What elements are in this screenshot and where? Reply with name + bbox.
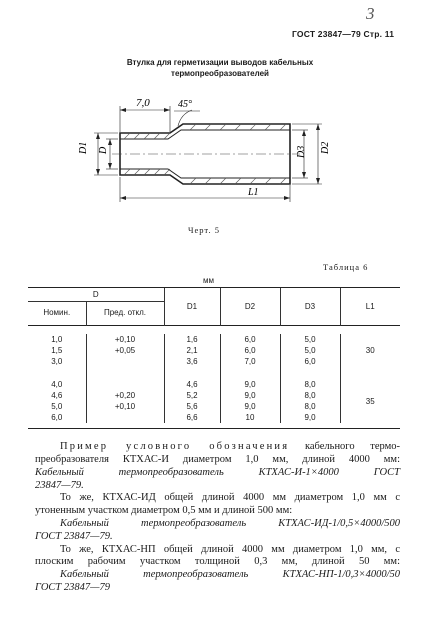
header-d2: D2 [220,288,280,326]
text-line: утоненным участком диаметром 0,5 мм и длиной 500 мм: [35,505,293,517]
designation-line: Кабельный термопреобразователь КТХАС-ИД-1/0,5×4000/500 [60,517,400,529]
cell-d2: 9,0 9,0 9,0 10 [220,379,280,423]
dim-angle-label: 45° [178,99,192,110]
cell-dev: +0,20 +0,10 [86,379,164,423]
figure-title-line: термопреобразователей [171,69,269,78]
dim-d-label: D [98,146,109,154]
figure-caption: Черт. 5 [188,225,221,235]
dimensions-table [28,287,400,429]
cell-d1: 1,6 2,1 3,6 [164,334,220,367]
example-text [60,441,400,454]
cell-d3: 5,0 5,0 6,0 [280,334,340,367]
designation-line: 23847—79. [35,479,84,491]
dim-l1-label: L1 [248,187,259,198]
text-line: То же, КТХАС-НП общей длиной 4000 мм диаметром 1,0 мм, с [60,543,400,555]
table-unit: мм [203,276,214,285]
table-row [28,379,400,423]
header-d-group: D [28,288,164,302]
page-handwritten-mark: 3 [366,4,375,23]
table-caption: Таблица 6 [323,262,369,272]
header-nomin: Номин. [28,302,86,326]
example-body [35,454,400,595]
dim-d1-label: D1 [78,141,89,154]
cell-d2: 6,0 6,0 7,0 [220,334,280,367]
table-row [28,334,400,367]
sleeve-drawing [60,88,350,218]
header-l1: L1 [365,302,375,311]
page-header: ГОСТ 23847—79 Стр. 11 [292,29,395,39]
text-line: То же, КТХАС-ИД общей длиной 4000 мм диаметром 1,0 мм с [60,492,400,504]
figure-title-line: Втулка для герметизации выводов кабельных [126,58,314,67]
designation-line: Кабельный термопреобразователь КТХАС-НП-1/0,3×4000/50 [60,569,400,581]
figure-title [60,57,380,79]
dim-d3-label: D3 [296,145,307,158]
header-d1: D1 [164,288,220,326]
dim-length-label: 7,0 [136,97,150,109]
text-line: плоским рабочим участком толщиной 0,3 мм, длиной 50 мм: [35,556,400,568]
designation-line: ГОСТ 23847—79 [35,581,110,593]
dim-d2-label: D2 [320,141,331,154]
cell-dev: +0,10 +0,05 [86,334,164,367]
cell-nomin: 1,0 1,5 3,0 [28,334,86,367]
example-intro-line: Пример условного обозначения кабельного термо- [60,441,400,452]
text-line: преобразователя КТХАС-И диаметром 1,0 мм, длиной 4000 мм: [35,454,400,465]
header-d3: D3 [280,288,340,326]
designation-line: ГОСТ 23847—79. [35,530,113,542]
header-dev: Пред. откл. [86,302,164,326]
cell-d3: 8,0 8,0 8,0 9,0 [280,379,340,423]
cell-l1: 35 [365,396,375,406]
cell-l1: 30 [365,346,375,355]
cell-nomin: 4,0 4,6 5,0 6,0 [28,379,86,423]
designation-line: Кабельный термопреобразователь КТХАС-И-1×4000 ГОСТ [35,466,400,478]
cell-d1: 4,6 5,2 5,6 6,6 [164,379,220,423]
example-heading: Пример условного обозначения [60,441,290,452]
